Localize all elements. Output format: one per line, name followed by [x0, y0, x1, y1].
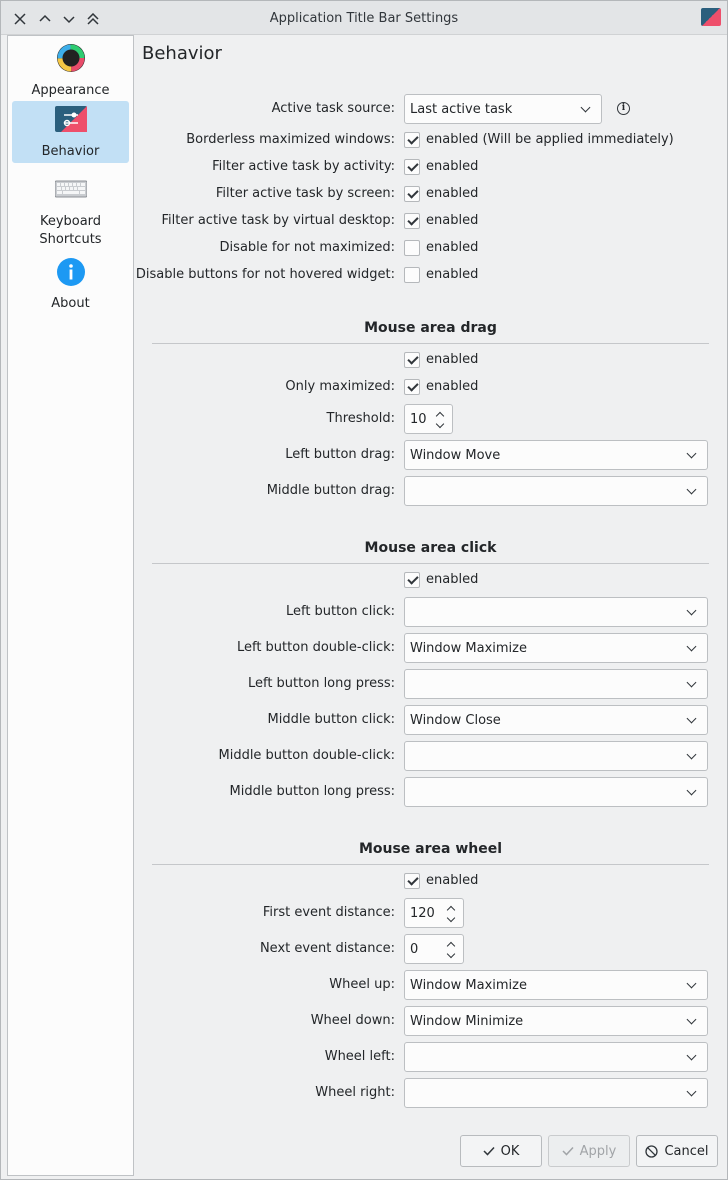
first-event-distance-spinbox[interactable] [404, 898, 464, 928]
chevron-down-icon [687, 786, 697, 796]
chevron-down-icon [687, 678, 697, 688]
only-maximized-label: Only maximized: [285, 379, 395, 394]
left-button-double-click-combo[interactable] [404, 633, 708, 663]
sidebar-item-label: Appearance [31, 83, 110, 98]
section-title-drag: Mouse area drag [364, 320, 497, 336]
section-divider [152, 563, 709, 564]
spinbox-value: 0 [410, 942, 419, 957]
disable-not-maximized-label: Disable for not maximized: [219, 240, 395, 255]
checkbox-label: enabled [426, 352, 479, 367]
wheel-right-label: Wheel right: [315, 1085, 395, 1100]
chevron-down-icon [687, 606, 697, 616]
section-divider [152, 864, 709, 865]
sidebar-item-behavior[interactable] [12, 101, 129, 163]
content-area [134, 35, 727, 1176]
section-divider [152, 343, 709, 344]
behavior-icon [55, 106, 87, 136]
left-button-drag-combo[interactable] [404, 440, 708, 470]
keyboard-icon [55, 177, 87, 199]
cancel-button-label: Cancel [664, 1143, 709, 1159]
sidebar [7, 35, 134, 1176]
threshold-label: Threshold: [326, 411, 395, 426]
wheel-down-label: Wheel down: [310, 1013, 395, 1028]
left-button-long-press-combo[interactable] [404, 669, 708, 699]
checkbox-label: enabled [426, 186, 479, 201]
left-button-double-click-label: Left button double-click: [236, 640, 395, 655]
left-button-click-combo[interactable] [404, 597, 708, 627]
title-bar [1, 1, 727, 35]
next-event-distance-label: Next event distance: [259, 941, 395, 956]
chevron-down-icon [687, 449, 697, 459]
checkbox-label: enabled [426, 267, 479, 282]
middle-button-long-press-label: Middle button long press: [229, 784, 395, 799]
click-enabled-checkbox[interactable] [404, 572, 420, 588]
check-icon [562, 1146, 574, 1156]
active-task-source-combo[interactable] [404, 94, 602, 124]
filter-activity-checkbox[interactable] [404, 159, 420, 175]
disable-buttons-label: Disable buttons for not hovered widget: [135, 267, 395, 282]
combo-value: Window Maximize [410, 978, 527, 993]
threshold-spinbox[interactable] [404, 404, 453, 434]
spinbox-value: 120 [410, 906, 435, 921]
chevron-down-icon [687, 714, 697, 724]
filter-desktop-label: Filter active task by virtual desktop: [161, 213, 395, 228]
checkbox-label: enabled [426, 159, 479, 174]
checkbox-label: enabled [426, 240, 479, 255]
spin-down-icon[interactable] [447, 950, 455, 958]
check-icon [483, 1146, 495, 1156]
borderless-label: Borderless maximized windows: [186, 132, 395, 147]
disable-buttons-checkbox[interactable] [404, 267, 420, 283]
sidebar-item-label: Keyboard Shortcuts [39, 214, 102, 247]
combo-value: Last active task [410, 102, 513, 117]
middle-button-double-click-combo[interactable] [404, 741, 708, 771]
checkbox-label: enabled (Will be applied immediately) [426, 132, 674, 147]
filter-activity-label: Filter active task by activity: [212, 159, 395, 174]
info-icon[interactable]: i [617, 102, 630, 115]
chevron-down-icon [687, 750, 697, 760]
middle-button-click-label: Middle button click: [267, 712, 395, 727]
sidebar-item-about[interactable] [12, 255, 129, 315]
left-button-drag-label: Left button drag: [285, 447, 395, 462]
middle-button-click-combo[interactable] [404, 705, 708, 735]
borderless-checkbox[interactable] [404, 132, 420, 148]
sidebar-item-keyboard-shortcuts[interactable] [12, 173, 129, 245]
checkbox-label: enabled [426, 873, 479, 888]
middle-button-drag-label: Middle button drag: [266, 483, 395, 498]
apply-button[interactable] [548, 1135, 630, 1167]
wheel-up-combo[interactable] [404, 970, 708, 1000]
sidebar-item-appearance[interactable] [12, 38, 129, 98]
wheel-right-combo[interactable] [404, 1078, 708, 1108]
chevron-down-icon [581, 103, 591, 113]
cancel-button[interactable] [636, 1135, 718, 1167]
window-title: Application Title Bar Settings [269, 11, 459, 26]
combo-value: Window Move [410, 448, 501, 463]
ok-button-label: OK [500, 1143, 520, 1159]
chevron-down-icon [687, 1051, 697, 1061]
cancel-icon [645, 1145, 658, 1158]
spin-down-icon[interactable] [447, 914, 455, 922]
middle-button-long-press-combo[interactable] [404, 777, 708, 807]
chevron-down-icon [687, 1015, 697, 1025]
spin-down-icon[interactable] [436, 420, 444, 428]
filter-desktop-checkbox[interactable] [404, 213, 420, 229]
filter-screen-checkbox[interactable] [404, 186, 420, 202]
chevron-down-icon [687, 642, 697, 652]
active-task-source-label: Active task source: [271, 101, 395, 116]
apply-button-label: Apply [579, 1143, 617, 1159]
combo-value: Window Close [410, 713, 501, 728]
section-title-click: Mouse area click [364, 540, 497, 556]
middle-button-double-click-label: Middle button double-click: [218, 748, 395, 763]
next-event-distance-spinbox[interactable] [404, 934, 464, 964]
chevron-down-icon [687, 979, 697, 989]
sidebar-item-label: Behavior [41, 144, 100, 159]
wheel-enabled-checkbox[interactable] [404, 873, 420, 889]
combo-value: Window Maximize [410, 641, 527, 656]
drag-enabled-checkbox[interactable] [404, 352, 420, 368]
chevron-down-icon [687, 485, 697, 495]
sidebar-item-label: About [51, 296, 90, 311]
only-maximized-checkbox[interactable] [404, 379, 420, 395]
app-icon [701, 8, 721, 26]
info-icon [56, 257, 86, 287]
left-button-click-label: Left button click: [285, 604, 395, 619]
checkbox-label: enabled [426, 572, 479, 587]
checkbox-label: enabled [426, 213, 479, 228]
filter-screen-label: Filter active task by screen: [215, 186, 395, 201]
middle-button-drag-combo[interactable] [404, 476, 708, 506]
checkbox-label: enabled [426, 379, 479, 394]
ok-button[interactable] [460, 1135, 542, 1167]
first-event-distance-label: First event distance: [262, 905, 395, 920]
chevron-down-icon [687, 1087, 697, 1097]
wheel-down-combo[interactable] [404, 1006, 708, 1036]
combo-value: Window Minimize [410, 1014, 524, 1029]
wheel-left-label: Wheel left: [324, 1049, 395, 1064]
wheel-left-combo[interactable] [404, 1042, 708, 1072]
page-title: Behavior [142, 43, 222, 64]
left-button-long-press-label: Left button long press: [247, 676, 395, 691]
spinbox-value: 10 [410, 412, 427, 427]
wheel-up-label: Wheel up: [329, 977, 395, 992]
disable-not-maximized-checkbox[interactable] [404, 240, 420, 256]
color-wheel-icon [55, 42, 87, 74]
section-title-wheel: Mouse area wheel [358, 841, 503, 857]
